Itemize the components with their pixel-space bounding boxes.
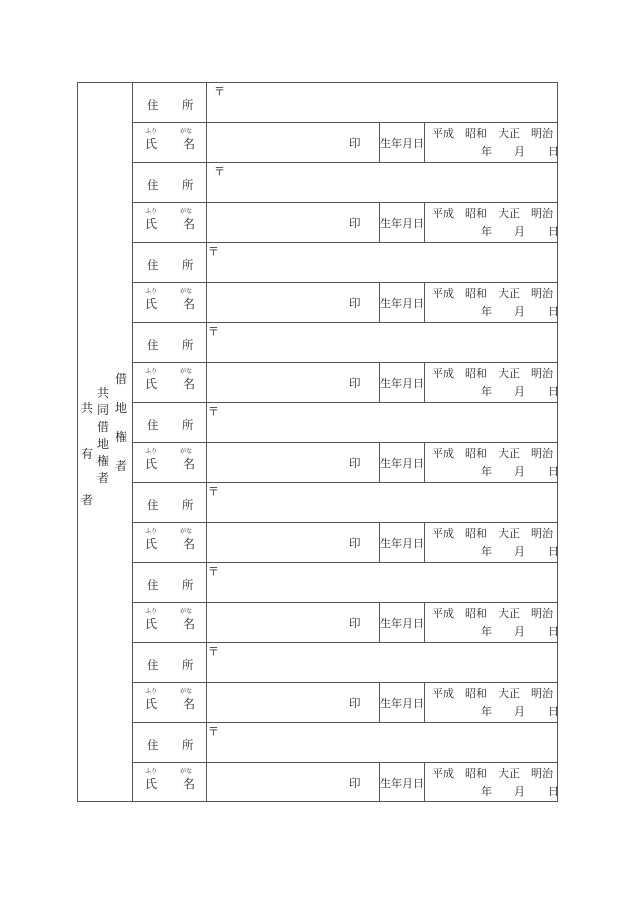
address-label-1: 住 [147,418,159,432]
furigana-label-1: ふり [145,528,158,535]
year-label: 年 [481,145,492,158]
furigana-label-1: ふり [145,368,158,375]
address-field[interactable] [207,322,557,362]
seal-mark: 印 [349,376,361,390]
address-field[interactable] [207,242,557,282]
era-option[interactable]: 明治 [531,447,553,460]
name-field[interactable] [207,682,347,722]
seal-mark: 印 [349,456,361,470]
era-option[interactable]: 昭和 [465,687,487,700]
era-option[interactable]: 昭和 [465,767,487,780]
era-option[interactable]: 昭和 [465,527,487,540]
dob-field[interactable] [425,282,557,322]
name-label-2: 名 [183,697,196,711]
day-label: 日 [548,145,559,158]
dob-label: 生年月日 [380,217,424,230]
dob-field[interactable] [425,522,557,562]
name-label-1: 氏 [145,217,158,231]
address-label-2: 所 [182,418,194,432]
name-label-1: 氏 [145,457,158,471]
address-label-1: 住 [147,498,159,512]
furigana-label-2: がな [180,368,193,375]
year-label: 年 [481,625,492,638]
side-label [77,82,132,802]
seal-mark: 印 [349,136,361,150]
seal-mark: 印 [349,696,361,710]
year-label: 年 [481,225,492,238]
era-option[interactable]: 大正 [498,367,520,380]
name-field[interactable] [207,362,347,402]
month-label: 月 [514,705,525,718]
year-label: 年 [481,705,492,718]
postal-mark: 〒 [208,565,219,578]
month-label: 月 [514,465,525,478]
name-field[interactable] [207,762,347,802]
name-field[interactable] [207,282,347,322]
era-option[interactable]: 大正 [498,127,520,140]
era-option[interactable]: 大正 [498,527,520,540]
era-option[interactable]: 大正 [498,767,520,780]
postal-mark: 〒 [214,85,225,98]
address-label-2: 所 [182,338,194,352]
dob-label: 生年月日 [380,137,424,150]
day-label: 日 [548,465,559,478]
furigana-label-2: がな [180,128,193,135]
name-label-2: 名 [183,217,196,231]
co-owners-form [77,82,558,802]
era-option[interactable]: 平成 [432,367,454,380]
day-label: 日 [548,225,559,238]
month-label: 月 [514,305,525,318]
name-label-2: 名 [183,137,196,151]
dob-field[interactable] [425,602,557,642]
era-option[interactable]: 明治 [531,127,553,140]
name-label-1: 氏 [145,297,158,311]
address-label-2: 所 [182,98,194,112]
address-label-2: 所 [182,658,194,672]
day-label: 日 [548,545,559,558]
dob-field[interactable] [425,362,557,402]
era-option[interactable]: 昭和 [465,367,487,380]
era-option[interactable]: 平成 [432,207,454,220]
side-label-middle: 共 同 借 地 権 者 [96,386,109,485]
era-option[interactable]: 平成 [432,287,454,300]
address-field[interactable] [207,722,557,762]
era-option[interactable]: 大正 [498,687,520,700]
furigana-label-2: がな [180,608,193,615]
era-option[interactable]: 平成 [432,607,454,620]
address-label-1: 住 [147,658,159,672]
address-field[interactable] [207,162,557,202]
address-label-1: 住 [147,178,159,192]
day-label: 日 [548,705,559,718]
address-label [132,562,206,602]
name-label-2: 名 [183,297,196,311]
year-label: 年 [481,385,492,398]
address-label-1: 住 [147,578,159,592]
postal-mark: 〒 [208,725,219,738]
name-field[interactable] [207,442,347,482]
postal-mark: 〒 [208,645,219,658]
name-label-2: 名 [183,777,196,791]
address-label-2: 所 [182,258,194,272]
postal-mark: 〒 [208,245,219,258]
address-label-1: 住 [147,338,159,352]
dob-label: 生年月日 [380,617,424,630]
dob-label: 生年月日 [380,377,424,390]
seal-mark: 印 [349,296,361,310]
era-option[interactable]: 大正 [498,607,520,620]
era-option[interactable]: 平成 [432,447,454,460]
name-field[interactable] [207,202,347,242]
address-label [132,402,206,442]
era-option[interactable]: 昭和 [465,607,487,620]
address-field[interactable] [207,402,557,442]
side-label-left: 共 有 者 [80,401,93,507]
era-option[interactable]: 明治 [531,207,553,220]
era-option[interactable]: 明治 [531,287,553,300]
dob-field[interactable] [425,682,557,722]
dob-label: 生年月日 [380,777,424,790]
address-field[interactable] [207,482,557,522]
era-option[interactable]: 平成 [432,687,454,700]
name-label-1: 氏 [145,377,158,391]
era-option[interactable]: 明治 [531,607,553,620]
name-label-1: 氏 [145,777,158,791]
month-label: 月 [514,225,525,238]
era-option[interactable]: 昭和 [465,447,487,460]
year-label: 年 [481,465,492,478]
postal-mark: 〒 [208,325,219,338]
era-option[interactable]: 明治 [531,687,553,700]
era-option[interactable]: 大正 [498,447,520,460]
month-label: 月 [514,545,525,558]
era-option[interactable]: 明治 [531,527,553,540]
dob-field[interactable] [425,762,557,802]
era-option[interactable]: 平成 [432,527,454,540]
furigana-label-1: ふり [145,608,158,615]
seal-mark: 印 [349,776,361,790]
name-label-1: 氏 [145,537,158,551]
address-field[interactable] [207,82,557,122]
furigana-label-1: ふり [145,768,158,775]
postal-mark: 〒 [208,485,219,498]
address-label [132,242,206,282]
furigana-label-1: ふり [145,208,158,215]
address-label [132,482,206,522]
seal-mark: 印 [349,216,361,230]
furigana-label-2: がな [180,528,193,535]
month-label: 月 [514,145,525,158]
month-label: 月 [514,785,525,798]
name-label-2: 名 [183,457,196,471]
furigana-label-2: がな [180,688,193,695]
day-label: 日 [548,305,559,318]
era-option[interactable]: 平成 [432,127,454,140]
postal-mark: 〒 [214,165,225,178]
era-option[interactable]: 明治 [531,367,553,380]
address-label [132,722,206,762]
day-label: 日 [548,785,559,798]
dob-label: 生年月日 [380,457,424,470]
day-label: 日 [548,625,559,638]
name-label-1: 氏 [145,617,158,631]
dob-field[interactable] [425,202,557,242]
name-field[interactable] [207,122,347,162]
address-label-1: 住 [147,258,159,272]
name-label-2: 名 [183,537,196,551]
name-label-2: 名 [183,617,196,631]
name-field[interactable] [207,522,347,562]
name-field[interactable] [207,602,347,642]
era-option[interactable]: 昭和 [465,207,487,220]
address-label-2: 所 [182,578,194,592]
era-option[interactable]: 平成 [432,767,454,780]
furigana-label-2: がな [180,768,193,775]
dob-field[interactable] [425,442,557,482]
furigana-label-2: がな [180,448,193,455]
address-label-2: 所 [182,738,194,752]
side-label-right: 借 地 権 者 [114,372,127,473]
address-field[interactable] [207,562,557,602]
era-option[interactable]: 大正 [498,207,520,220]
address-label-1: 住 [147,738,159,752]
address-label [132,82,206,122]
year-label: 年 [481,545,492,558]
furigana-label-2: がな [180,288,193,295]
furigana-label-1: ふり [145,128,158,135]
address-label [132,642,206,682]
era-option[interactable]: 大正 [498,287,520,300]
address-label [132,162,206,202]
address-label-2: 所 [182,498,194,512]
year-label: 年 [481,305,492,318]
dob-label: 生年月日 [380,697,424,710]
address-field[interactable] [207,642,557,682]
year-label: 年 [481,785,492,798]
month-label: 月 [514,625,525,638]
name-label-2: 名 [183,377,196,391]
furigana-label-1: ふり [145,688,158,695]
dob-label: 生年月日 [380,297,424,310]
name-label-1: 氏 [145,697,158,711]
month-label: 月 [514,385,525,398]
era-option[interactable]: 明治 [531,767,553,780]
postal-mark: 〒 [208,405,219,418]
furigana-label-1: ふり [145,448,158,455]
era-option[interactable]: 昭和 [465,287,487,300]
furigana-label-2: がな [180,208,193,215]
name-label-1: 氏 [145,137,158,151]
seal-mark: 印 [349,536,361,550]
furigana-label-1: ふり [145,288,158,295]
dob-field[interactable] [425,122,557,162]
era-option[interactable]: 昭和 [465,127,487,140]
seal-mark: 印 [349,616,361,630]
address-label-2: 所 [182,178,194,192]
dob-label: 生年月日 [380,537,424,550]
address-label-1: 住 [147,98,159,112]
address-label [132,322,206,362]
day-label: 日 [548,385,559,398]
